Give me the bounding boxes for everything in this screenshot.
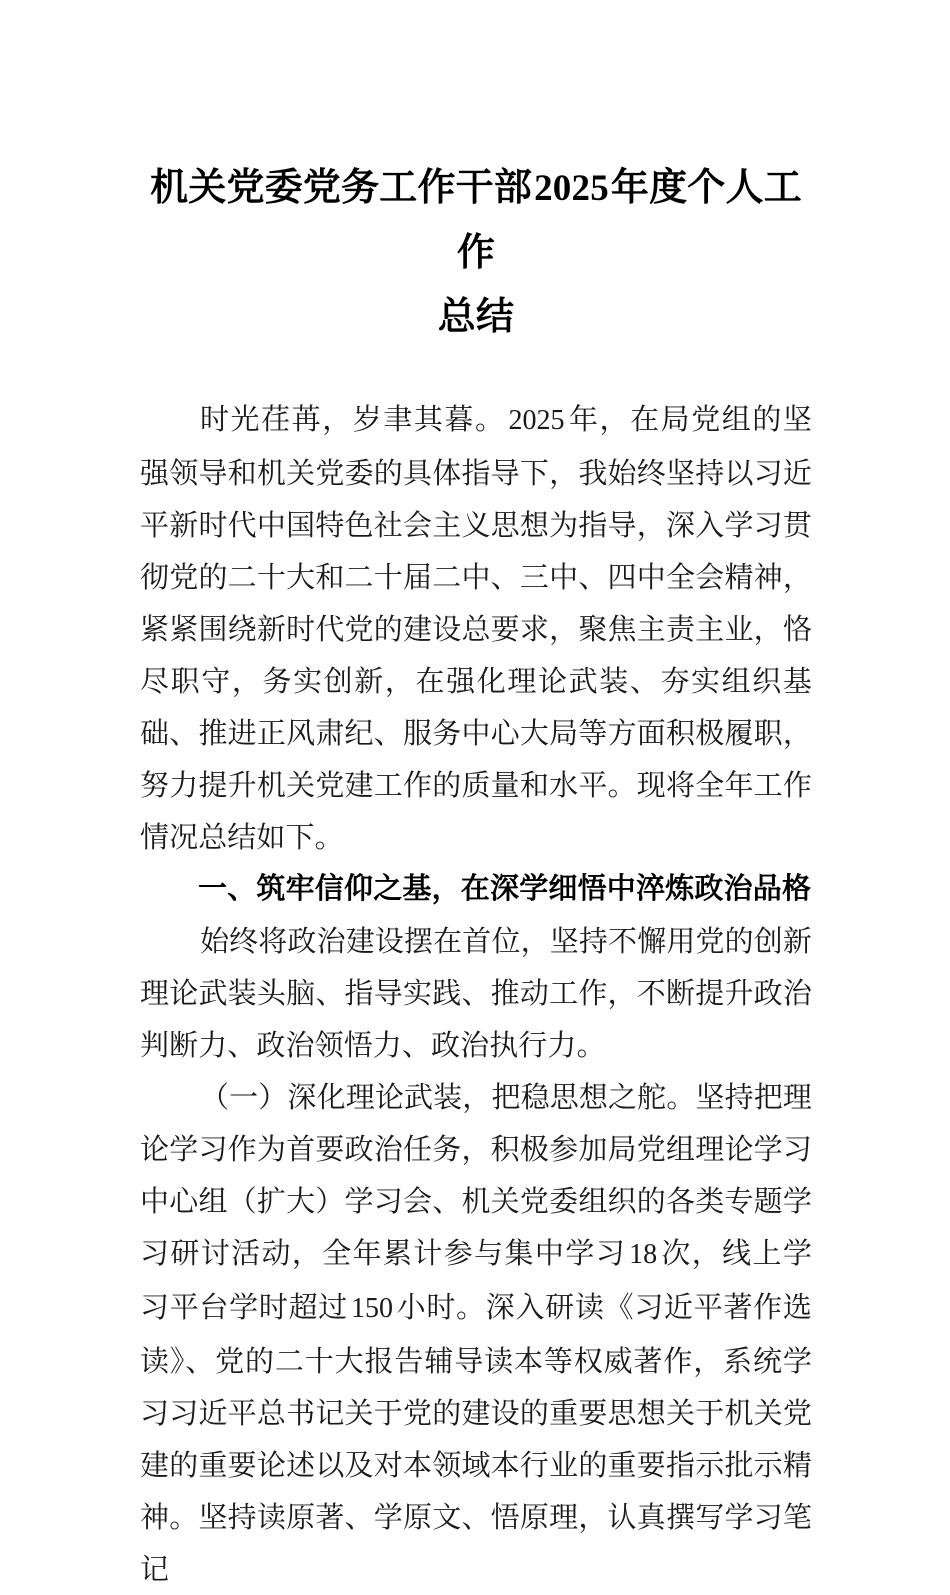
sec1a-number-hours: 150: [351, 1293, 393, 1324]
title-text-before-year: 机关党委党务工作干部: [150, 167, 533, 209]
section-heading-1: 一、筑牢信仰之基，在深学细悟中淬炼政治品格: [198, 873, 812, 905]
paragraph-section-1-intro: 始终将政治建设摆在首位，坚持不懈用党的创新理论武装头脑、指导实践、推动工作，不断提升政治判断力、政治领悟力、政治执行力。: [140, 924, 812, 1062]
intro-text-b: 年，在局党组的坚强领导和机关党委的具体指导下，我始终坚持以习近平新时代中国特色社会主义思想为指导，深入学习贯彻党的二十大和二十届二中、三中、四中全会精神，紧紧围绕新时代党的建设总要求，聚焦主责主业，恪尽职守，务实创新，在强化理论武装、夯实组织基础、推进正风肃纪、服务中心大局等方面积极履职，努力提升机关党建工作的质量和水平。现将全年工作情况总结如下。: [140, 402, 812, 854]
title-text-after-year: 年度个人工作: [456, 167, 802, 274]
intro-text-a: 时光荏苒，岁聿其暮。: [200, 402, 506, 436]
paragraph-section-1-a: [140, 1071, 812, 1595]
title-second-line: 总结: [437, 296, 515, 338]
page-title: [140, 0, 812, 349]
paragraph-intro: [140, 393, 812, 863]
intro-year-number: 2025: [508, 405, 565, 436]
title-body-spacer: [140, 349, 812, 393]
sec1a-text-a: （一）深化理论武装，把稳思想之舵。坚持把理论学习作为首要政治任务，积极参加局党组理论学习中心组（扩大）学习会、机关党委组织的各类专题学习研讨活动，全年累计参与集中学习: [140, 1080, 812, 1270]
sec1a-text-b: 次，线上学习平台学时超过: [140, 1236, 812, 1324]
title-year: 2025: [534, 168, 609, 209]
sec1a-number-sessions: 18: [629, 1239, 658, 1270]
document-content: [140, 0, 812, 1595]
sec1a-text-c: 小时。深入研读《习近平著作选读》、党的二十大报告辅导读本等权威著作，系统学习习近平总书记关于党的建设的重要思想关于机关党建的重要论述以及对本领域本行业的重要指示批示精神。坚持读原著、学原文、悟原理，认真撰写学习笔记: [140, 1290, 812, 1586]
